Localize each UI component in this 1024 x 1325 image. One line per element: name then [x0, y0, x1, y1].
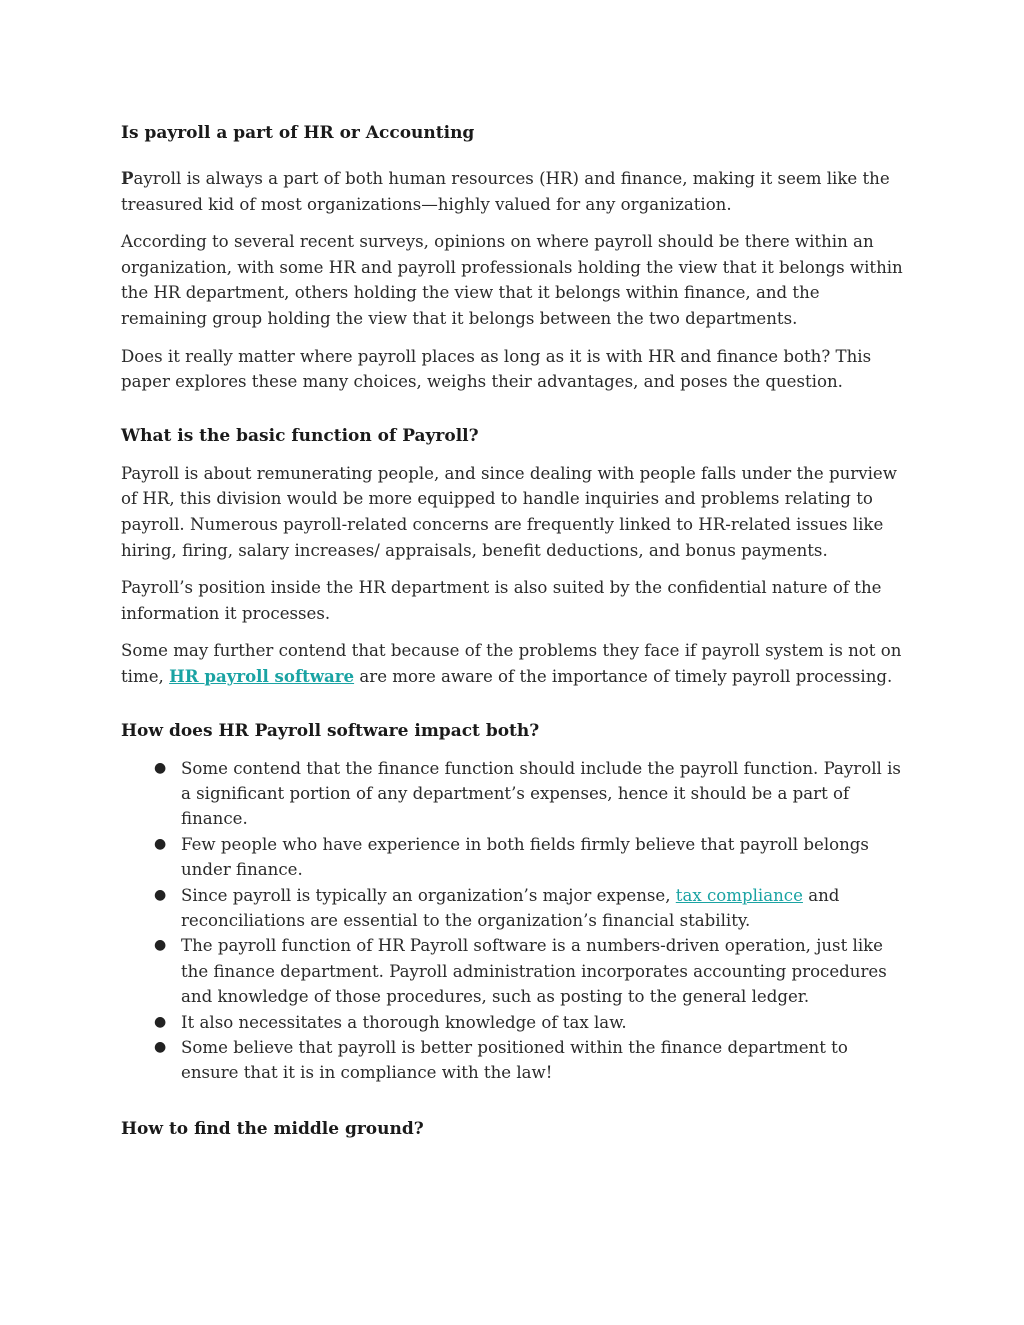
- paragraph-remunerating: Payroll is about remunerating people, and since dealing with people falls under the purview of HR, this division would be more equipped to handle inquiries and problems relating to payroll. Numerous payroll-related concerns are frequently linked to HR-related issues like hiring, firing, salary increases/ appraisals, benefit deductions, and bonus payments.: [121, 463, 897, 560]
- list-item-text: Some contend that the finance function should include the payroll function. Payroll is a significant portion of any department’s expenses, hence it should be a part of finance.: [181, 758, 901, 829]
- bullet-icon: ●: [154, 937, 167, 954]
- list-item: [121, 933, 903, 1009]
- list-item-text-before: Since payroll is typically an organization’s major expense,: [181, 885, 676, 905]
- list-item: [121, 832, 903, 883]
- list-item-text: It also necessitates a thorough knowledge of tax law.: [181, 1012, 627, 1032]
- paragraph-timely-text-after: are more aware of the importance of timely payroll processing.: [354, 666, 893, 686]
- list-item: [121, 1010, 903, 1035]
- list-item-text-after: and reconciliations are essential to the organization’s financial stability.: [181, 885, 840, 930]
- bullet-icon: ●: [154, 835, 167, 852]
- paragraph-timely-payroll: [121, 638, 903, 689]
- paragraph-intro: [121, 166, 903, 217]
- list-item-text: Few people who have experience in both fields firmly believe that payroll belongs under finance.: [181, 834, 869, 880]
- paragraph-intro-text: ayroll is always a part of both human resources (HR) and finance, making it seem like the treasured kid of most organizations—highly valued for any organization.: [121, 169, 890, 214]
- bullet-icon: ●: [154, 886, 167, 903]
- list-item: [121, 883, 903, 934]
- paragraph-surveys: According to several recent surveys, opinions on where payroll should be there within an organization, with some HR and payroll professionals holding the view that it belongs within the HR department, others holding the view that it belongs within finance, and the remaining group holding the view that it belongs between the two departments.: [121, 232, 903, 328]
- list-item: [121, 756, 903, 832]
- list-item-text: The payroll function of HR Payroll software is a numbers-driven operation, just like the finance department. Payroll administration incorporates accounting procedures and knowledge of those procedures, such as posting to the general ledger.: [181, 936, 887, 1007]
- list-item-text: Some believe that payroll is better positioned within the finance department to ensure that it is in compliance with the law!: [181, 1037, 848, 1083]
- hr-payroll-software-link[interactable]: HR payroll software: [169, 665, 355, 686]
- heading-middle-ground: How to find the middle ground?: [121, 1118, 424, 1139]
- drop-letter: P: [121, 168, 134, 188]
- tax-compliance-link[interactable]: tax compliance: [675, 885, 803, 905]
- bullet-icon: ●: [154, 1038, 167, 1055]
- document-page: [121, 119, 903, 1143]
- list-item: [121, 1035, 903, 1086]
- impact-bullet-list: [121, 756, 903, 1086]
- paragraph-timely-text-before: Some may further contend that because of the problems they face if payroll system is not on time,: [121, 641, 902, 686]
- bullet-icon: ●: [154, 759, 167, 776]
- heading-payroll-hr-or-accounting: Is payroll a part of HR or Accounting: [121, 123, 475, 143]
- heading-basic-function: What is the basic function of Payroll?: [121, 425, 479, 446]
- paragraph-does-it-matter: Does it really matter where payroll places as long as it is with HR and finance both? This paper explores these many choices, weighs their advantages, and poses the question.: [121, 346, 872, 392]
- bullet-icon: ●: [154, 1013, 167, 1030]
- heading-impact-both: How does HR Payroll software impact both?: [121, 720, 540, 741]
- paragraph-confidential: Payroll’s position inside the HR department is also suited by the confidential nature of the information it processes.: [121, 578, 882, 623]
